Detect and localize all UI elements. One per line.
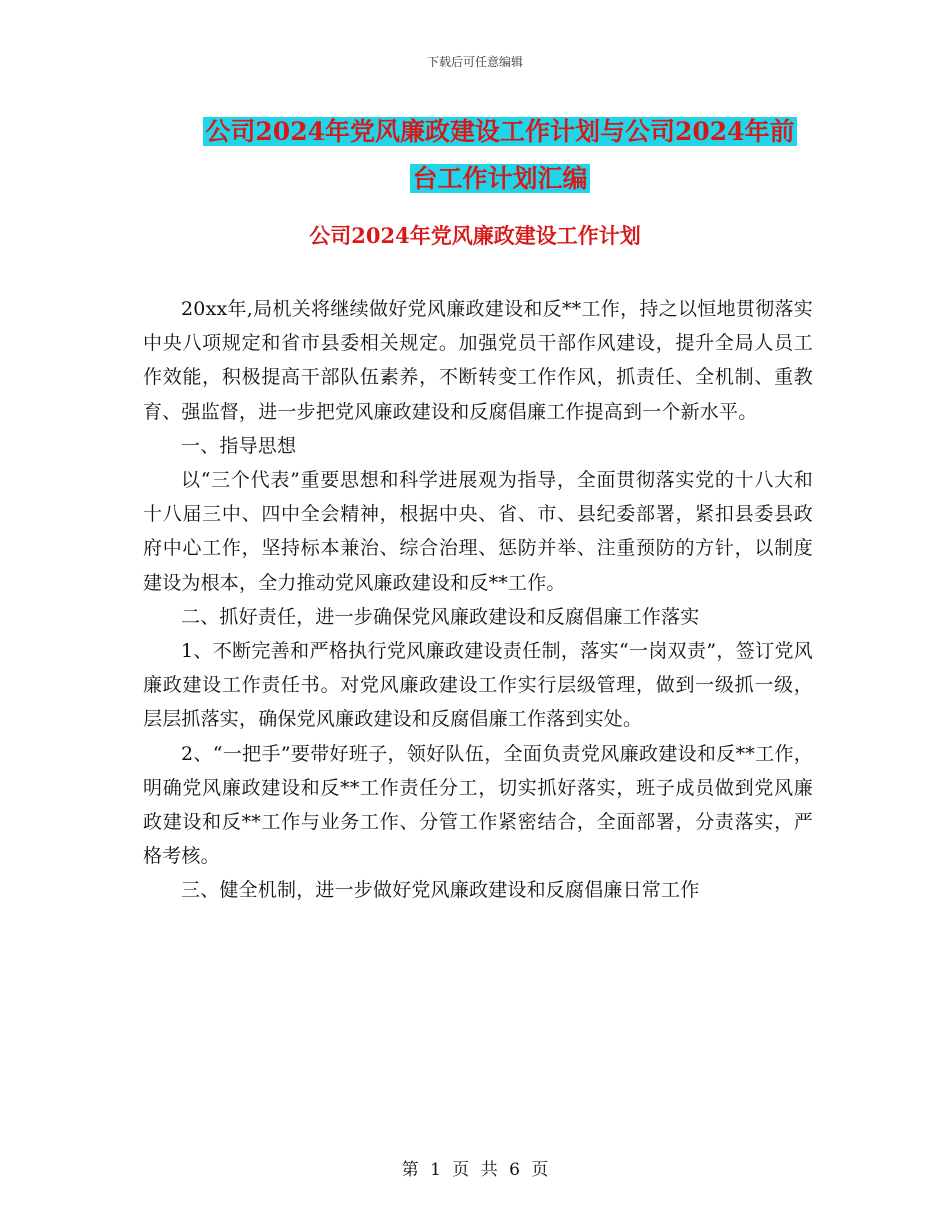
document-title (150, 108, 850, 202)
paragraph-item-1: 1、不断完善和严格执行党风廉政建设责任制，落实“一岗双责”，签订党风廉政建设工作责任书。对党风廉政建设工作实行层级管理，做到一级抓一级，层层抓落实，确保党风廉政建设和反腐倡廉工作落到实处。 (143, 640, 813, 731)
heading-mechanism: 三、健全机制，进一步做好党风廉政建设和反腐倡廉日常工作 (181, 879, 700, 902)
header-note: 下载后可任意编辑 (426, 55, 523, 69)
section-title: 公司2024年党风廉政建设工作计划 (309, 223, 641, 248)
paragraph-item-2: 2、“一把手”要带好班子，领好队伍，全面负责党风廉政建设和反**工作，明确党风廉政建设和反**工作责任分工，切实抓好落实，班子成员做到党风廉政建设和反**工作与业务工作、分管工作紧密结合，全面部署，分责落实，严格考核。 (143, 742, 813, 868)
document-title-line-2: 台工作计划汇编 (412, 164, 588, 193)
paragraph-intro: 20xx年,局机关将继续做好党风廉政建设和反**工作，持之以恒地贯彻落实中央八项规定和省市县委相关规定。加强党员干部作风建设，提升全局人员工作效能，积极提高干部队伍素养，不断转变工作作风，抓责任、全机制、重教育、强监督，进一步把党风廉政建设和反腐倡廉工作提高到一个新水平。 (143, 298, 813, 423)
document-body (143, 292, 813, 908)
paragraph-guiding-ideology: 以“三个代表”重要思想和科学进展观为指导，全面贯彻落实党的十八大和十八届三中、四中全会精神，根据中央、省、市、县纪委部署，紧扣县委县政府中心工作，坚持标本兼治、综合治理、惩防并举、注重预防的方针，以制度建设为根本，全力推动党风廉政建设和反**工作。 (143, 469, 813, 594)
heading-responsibility: 二、抓好责任，进一步确保党风廉政建设和反腐倡廉工作落实 (181, 605, 700, 628)
page-number-footer: 第 1 页 共 6 页 (401, 1160, 549, 1180)
document-title-line-1: 公司2024年党风廉政建设工作计划与公司2024年前 (205, 117, 795, 146)
heading-guiding-ideology: 一、指导思想 (181, 434, 297, 457)
